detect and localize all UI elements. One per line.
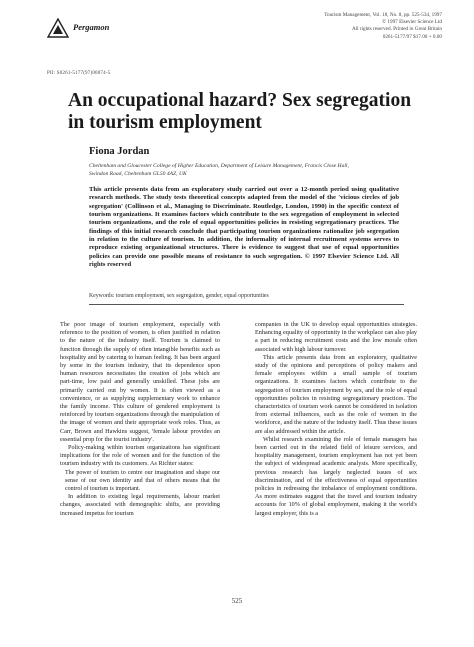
section-divider (89, 304, 404, 305)
body-column-right (255, 321, 417, 518)
journal-rights: All rights reserved. Printed in Great Britain (351, 26, 442, 33)
journal-citation: Tourism Management, Vol. 18, No. 8, pp. 525-534, 1997 (324, 12, 442, 18)
publisher-logo-icon (47, 18, 69, 38)
journal-info (272, 12, 442, 41)
abstract: This article presents data from an exploratory study carried out over a 12-month period using qualitative research methods. The study tests theoretical concepts adapted from the model of the 'vicious circles of job segregation' (Collinson et al., Managing to Discriminate. Routledge, London, 1990) in the specific context of tourism organizations. It examines factors which contribute to the sex segregation of employment in selected tourism organizations, and the role of equal opportunities policies in resisting segregationary practices. The findings of this initial research conclude that participating tourism organizations rationalize job segregation in relation to the culture of tourism. In addition, the informality of internal recruitment systems serves to reproduce existing organizational structures. There is evidence to suggest that use of equal opportunities policies can provide one possible means of resistance to such segregation. © 1997 Elsevier Science Ltd. All rights reserved (89, 186, 399, 269)
author-affiliation: Cheltenham and Gloucester College of Higher Education, Department of Leisure Management, Francis Close Hall, Swindon Road, Cheltenham GL50 4AZ, UK (89, 163, 349, 177)
pii-identifier: PII: S0261-5177(97)00074-5 (47, 71, 111, 76)
body-paragraph: companies in the UK to develop equal opportunities strategies. Enhancing equality of opportunity in the workplace can also play a part in reducing recruitment costs and the low morale often associated with high labour turnover. (255, 321, 417, 353)
article-title: An occupational hazard? Sex segregation in tourism employment (68, 90, 412, 133)
body-paragraph: Whilst research examining the role of female managers has been carried out in the related field of leisure services, and hospitality management, tourism employment has not yet been the subject of widespread academic analysis. More specifically, previous research has largely neglected issues of sex discrimination, and of the effectiveness of equal opportunities policies in redressing the imbalance of employment conditions. As more estimates suggest that the travel and tourism industry accounts for 10% of global employment, making it the world's largest employer, this is a (255, 435, 417, 517)
body-paragraph: The poor image of tourism employment, especially with reference to the position of women, is often justified in relation to the nature of the industry itself. Tourism is claimed to function through the supply of often intangible benefits such as hospitality and by catering to human feeling. It has been argued by some in the tourism industry, that its dependence upon human resources necessitates the creation of jobs which are part-time, low paid and generally unskilled. These jobs are primarily carried out by women. It is often viewed as a convenience, or as supplying supplementary work to enhance the family income. This culture of gendered employment is reinforced by tourism organizations through the manipulation of the image of women and their appropriate work roles. Thus, as Carr, Brown and Hawkins suggest, 'female labour provides an essential prop for the tourist industry'. (60, 321, 220, 443)
journal-issn: 0261-5177/97 $17.00 + 0.00 (382, 33, 442, 40)
publisher-name: Pergamon (73, 22, 110, 32)
body-paragraph: In addition to existing legal requirements, labour market changes, associated with demographic shifts, are providing increased impetus for tourism (60, 493, 220, 517)
block-quote: The power of tourism to centre our imagination and shape our sense of our own identity and that of others means that the control of tourism is important. (65, 469, 220, 493)
body-paragraph: Policy-making within tourism organizations has significant implications for the role of women and for the function of the tourism industry with its customers. As Richter states: (60, 444, 220, 468)
keywords: Keywords: tourism employment, sex segregation, gender, equal opportunities (89, 293, 269, 299)
body-column-left (60, 321, 220, 518)
page-number: 525 (231, 597, 243, 605)
author-name: Fiona Jordan (89, 146, 150, 157)
body-paragraph: This article presents data from an exploratory, qualitative study of the opinions and perceptions of policy makers and female employees within a small sample of tourism organizations. It examines factors which contribute to the segregation of tourism employment by sex, and the role of equal opportunities policies in resisting segregationary practices. The characteristics of tourism work cannot be considered in isolation from external influences, such as the role of women in the workforce, and the nature of the industry itself. Thus these issues are also addressed within the article. (255, 353, 417, 435)
journal-copyright: © 1997 Elsevier Science Ltd (382, 19, 442, 26)
